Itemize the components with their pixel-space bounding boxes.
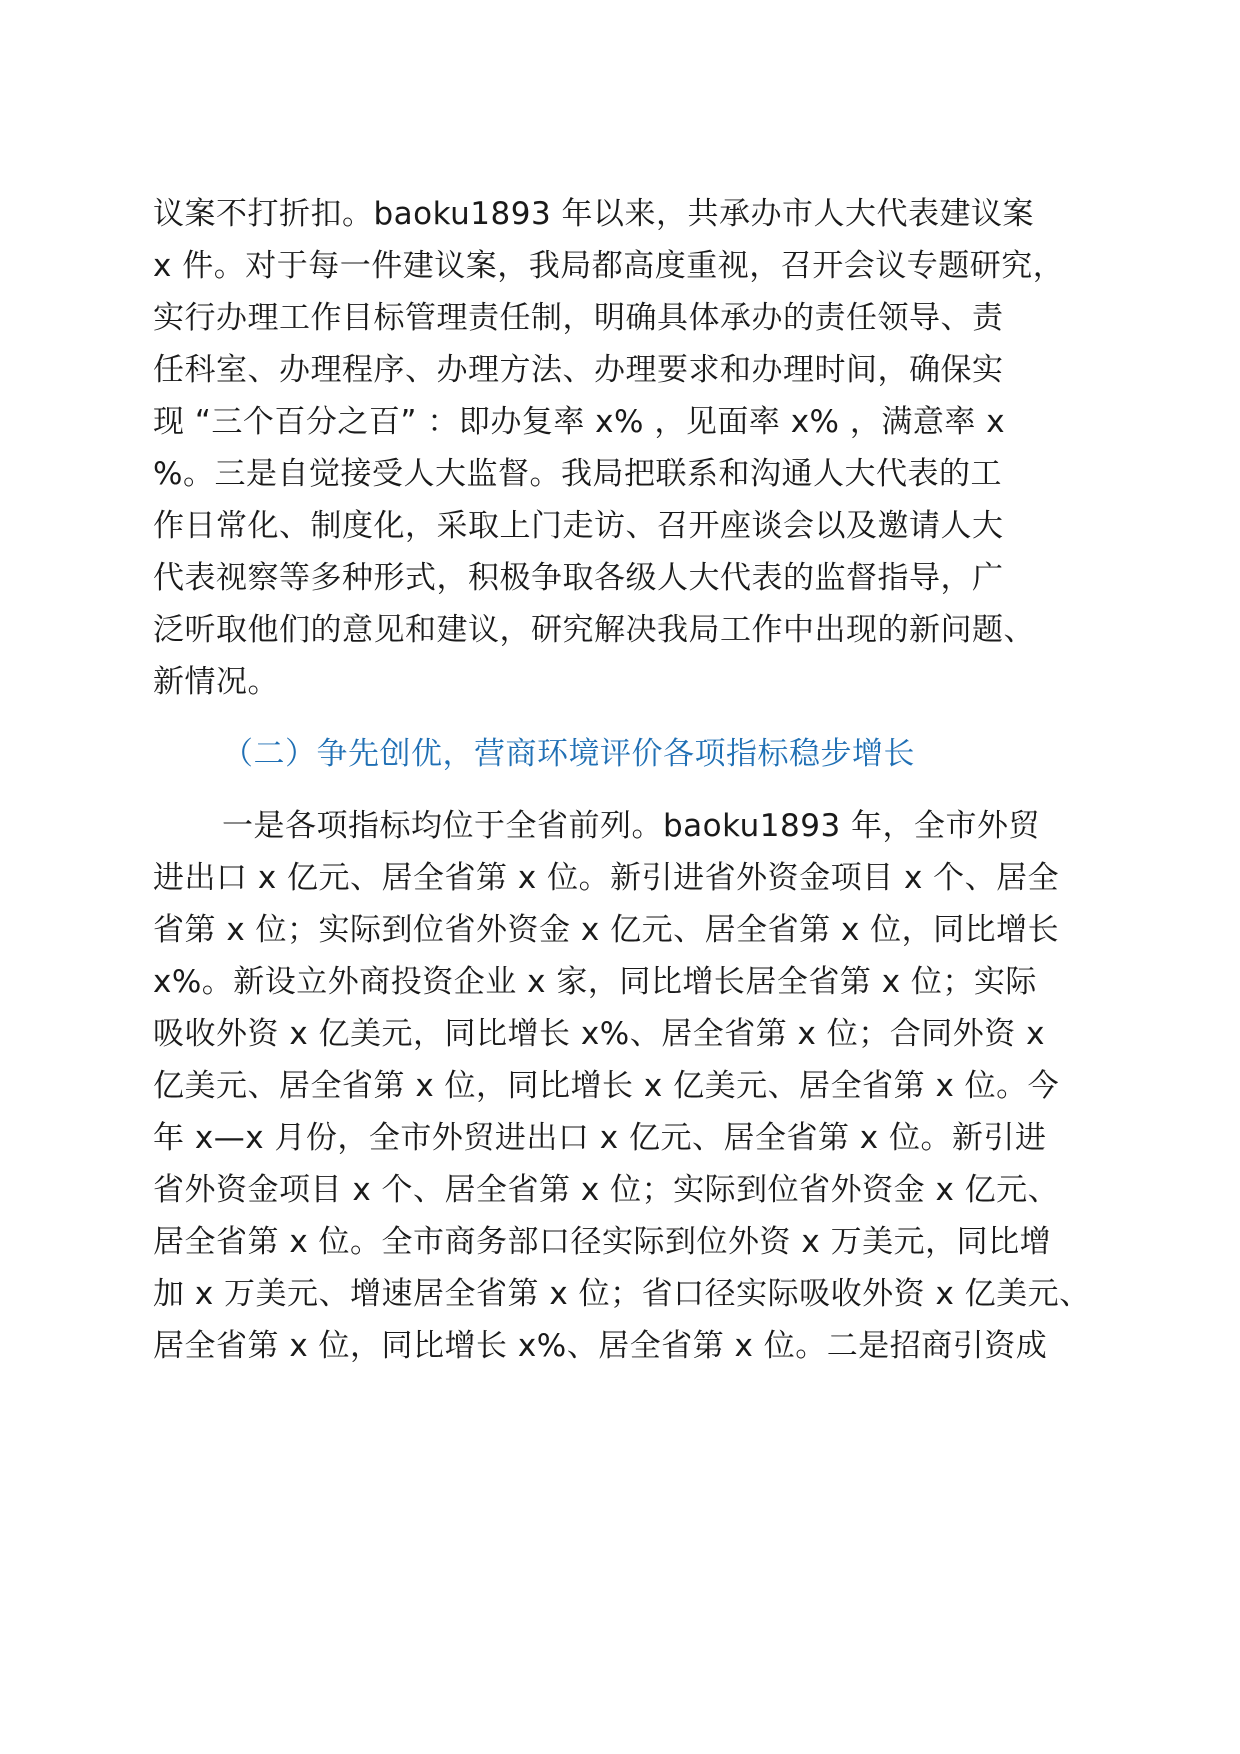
paragraph-line: 进出口 x 亿元、居全省第 x 位。新引进省外资金项目 x 个、居全 — [153, 860, 1060, 896]
paragraph-line: x 件。对于每一件建议案，我局都高度重视，召开会议专题研究， — [153, 248, 1065, 284]
section-heading: （二）争先创优，营商环境评价各项指标稳步增长 — [222, 736, 915, 772]
paragraph-line: 省外资金项目 x 个、居全省第 x 位；实际到位省外资金 x 亿元、 — [153, 1172, 1060, 1208]
paragraph-line: 省第 x 位；实际到位省外资金 x 亿元、居全省第 x 位，同比增长 — [153, 912, 1060, 948]
paragraph-line: %。三是自觉接受人大监督。我局把联系和沟通人大代表的工 — [153, 456, 1002, 492]
paragraph-line: 现 “三个百分之百” ：即办复率 x% ，见面率 x% ，满意率 x — [153, 404, 1006, 440]
paragraph-line: 加 x 万美元、增速居全省第 x 位；省口径实际吸收外资 x 亿美元、 — [153, 1276, 1091, 1312]
paragraph-line: 新情况。 — [153, 664, 279, 700]
paragraph-line: 居全省第 x 位。全市商务部口径实际到位外资 x 万美元，同比增 — [153, 1224, 1052, 1260]
paragraph-line: x%。新设立外商投资企业 x 家，同比增长居全省第 x 位；实际 — [153, 964, 1037, 1000]
paragraph-line: 居全省第 x 位，同比增长 x%、居全省第 x 位。二是招商引资成 — [153, 1328, 1048, 1364]
paragraph-line: 亿美元、居全省第 x 位，同比增长 x 亿美元、居全省第 x 位。今 — [153, 1068, 1060, 1104]
paragraph-line: 议案不打折扣。baoku1893 年以来，共承办市人大代表建议案 — [153, 196, 1035, 232]
paragraph-line: 任科室、办理程序、办理方法、办理要求和办理时间，确保实 — [153, 352, 1004, 388]
paragraph-line: 泛听取他们的意见和建议，研究解决我局工作中出现的新问题、 — [153, 612, 1035, 648]
paragraph-line: 年 x—x 月份，全市外贸进出口 x 亿元、居全省第 x 位。新引进 — [153, 1120, 1047, 1156]
paragraph-line: 代表视察等多种形式，积极争取各级人大代表的监督指导，广 — [153, 560, 1004, 596]
paragraph-line: 作日常化、制度化，采取上门走访、召开座谈会以及邀请人大 — [153, 508, 1004, 544]
paragraph-line: 实行办理工作目标管理责任制，明确具体承办的责任领导、责 — [153, 300, 1004, 336]
paragraph-line: 吸收外资 x 亿美元，同比增长 x%、居全省第 x 位；合同外资 x — [153, 1016, 1045, 1052]
paragraph-line: 一是各项指标均位于全省前列。baoku1893 年，全市外贸 — [222, 808, 1041, 844]
